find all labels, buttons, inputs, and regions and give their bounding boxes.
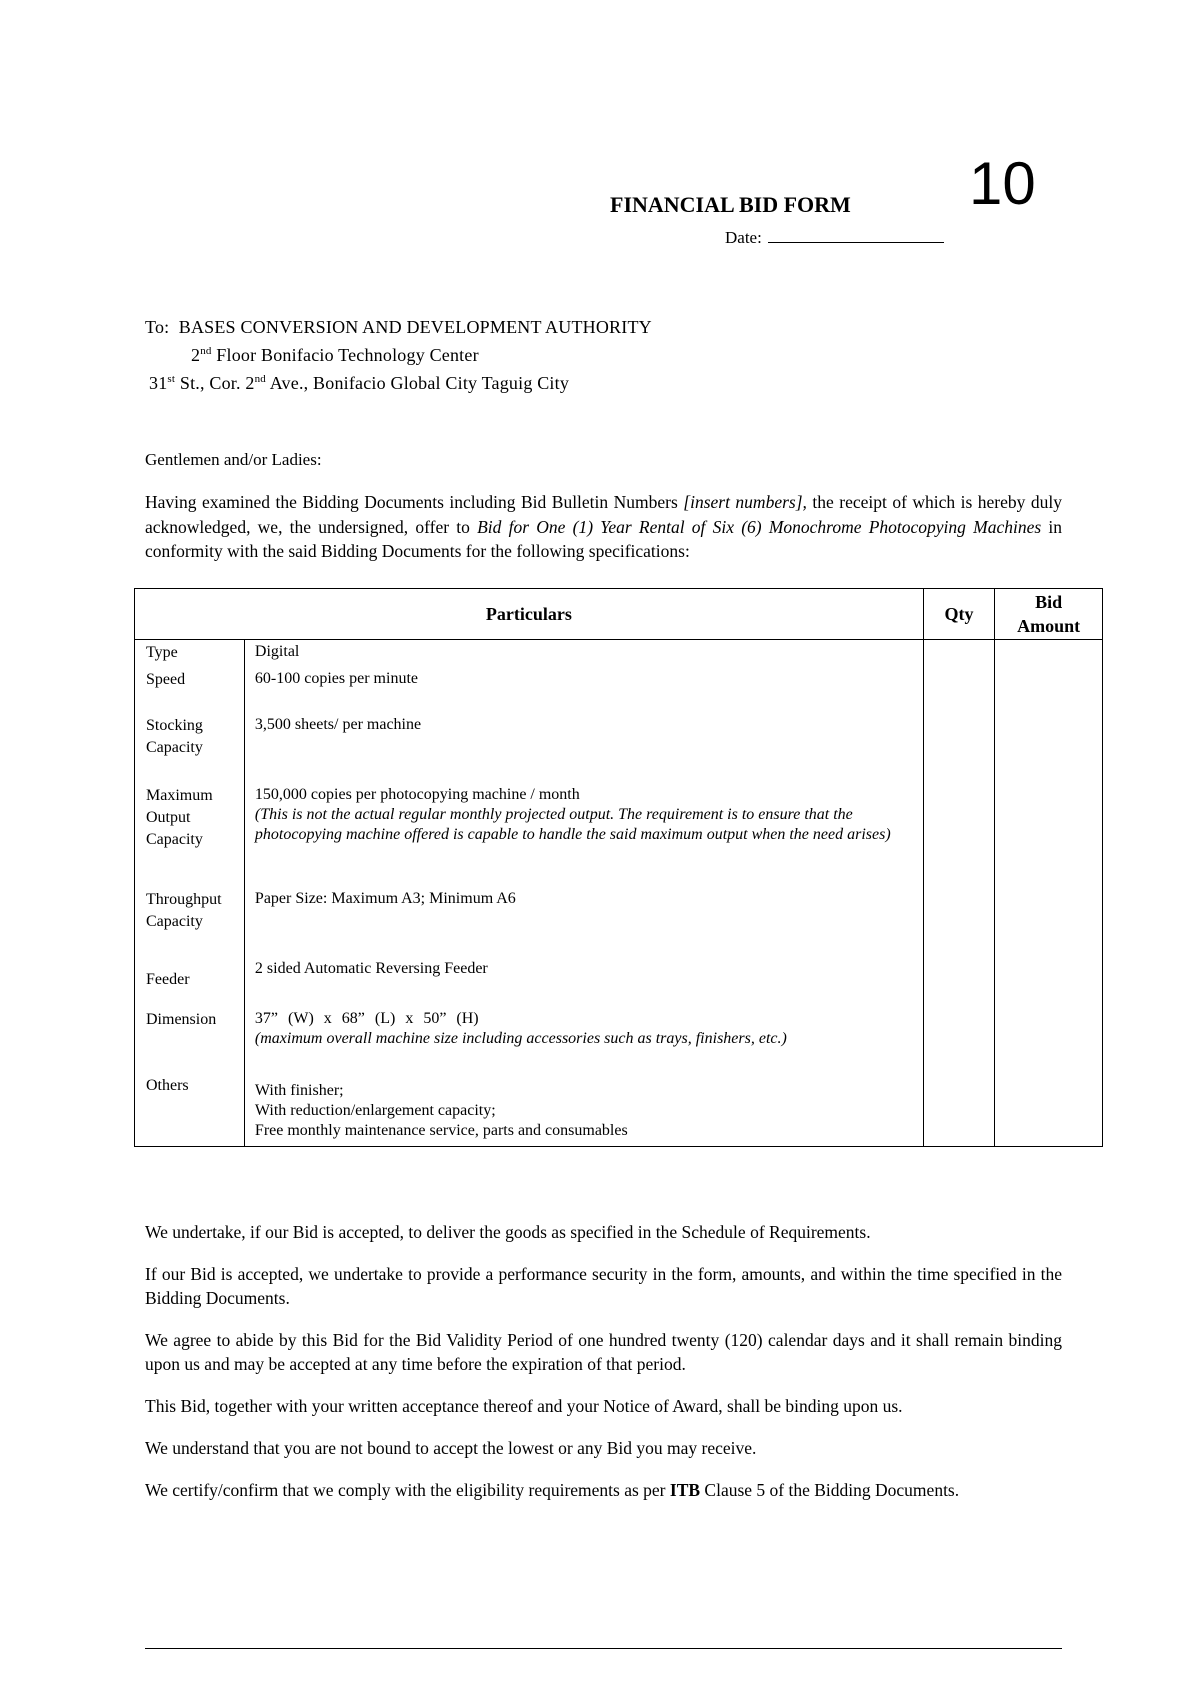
row-label-text: Maximum Output Capacity xyxy=(146,786,213,848)
row-value: 2 sided Automatic Reversing Feeder xyxy=(244,959,923,1009)
intro-text-3: in conformity with the said Bidding Documents for the following specifications: xyxy=(145,516,1062,561)
header-qty: Qty xyxy=(923,589,995,640)
row-value xyxy=(244,785,923,889)
avenue-suffix: nd xyxy=(254,373,266,385)
bid-amount-cell xyxy=(995,1075,1103,1147)
header-bid-line1: Bid xyxy=(1035,592,1063,612)
qty-cell xyxy=(923,959,995,1009)
row-value: 60-100 copies per minute xyxy=(244,669,923,715)
row-label-text: Throughput Capacity xyxy=(146,890,222,930)
street-text: St., Cor. 2 xyxy=(175,373,255,393)
eligibility-paragraph xyxy=(145,1478,1062,1502)
table-row xyxy=(135,1009,1103,1075)
city-text: Ave., Bonifacio Global City Taguig City xyxy=(265,373,570,393)
row-label: Speed xyxy=(135,669,245,715)
table-row xyxy=(135,669,1103,715)
qty-cell xyxy=(923,1009,995,1075)
floor-number: 2 xyxy=(191,345,201,365)
to-label: To: xyxy=(145,317,170,337)
intro-paragraph xyxy=(145,490,1062,564)
bid-validity-paragraph: We agree to abide by this Bid for the Bid Validity Period of one hundred twenty (120) calendar days and it shall remain binding upon us and may be accepted at any time before the expiration of that period. xyxy=(145,1330,1062,1374)
row-value-line: Free monthly maintenance service, parts and consumables xyxy=(254,1121,628,1139)
table-row xyxy=(135,1075,1103,1147)
eligibility-text-1: We certify/confirm that we comply with the eligibility requirements as per xyxy=(145,1480,670,1500)
row-value: Paper Size: Maximum A3; Minimum A6 xyxy=(244,889,923,959)
bid-amount-cell xyxy=(995,669,1103,715)
row-value-note: (maximum overall machine size including accessories such as trays, finishers, etc.) xyxy=(254,1029,787,1047)
header-bid-line2: Amount xyxy=(1017,616,1081,636)
row-label xyxy=(135,889,245,959)
row-label-text: Stocking Capacity xyxy=(146,716,203,756)
itb-reference: ITB xyxy=(669,1480,701,1500)
bid-amount-cell xyxy=(995,889,1103,959)
addressee-block xyxy=(145,313,652,397)
qty-cell xyxy=(923,640,995,669)
row-label xyxy=(135,715,245,785)
table-row xyxy=(135,889,1103,959)
intro-text-1: Having examined the Bidding Documents including Bid Bulletin Numbers xyxy=(145,492,684,512)
table-header-row xyxy=(135,589,1103,640)
street-suffix: st xyxy=(167,373,176,385)
qty-cell xyxy=(923,889,995,959)
header-particulars: Particulars xyxy=(135,589,924,640)
row-value-line: With reduction/enlargement capacity; xyxy=(254,1101,496,1119)
addressee-line-1 xyxy=(145,313,652,341)
row-value-text: 150,000 copies per photocopying machine / month xyxy=(254,785,580,803)
street-number: 31 xyxy=(149,373,168,393)
row-label xyxy=(135,959,245,1009)
table-row xyxy=(135,640,1103,669)
form-title: FINANCIAL BID FORM xyxy=(610,192,851,217)
header-bid-amount xyxy=(995,589,1103,640)
binding-paragraph: This Bid, together with your written acceptance thereof and your Notice of Award, shall be binding upon us. xyxy=(145,1396,903,1416)
addressee-line-2 xyxy=(145,341,652,369)
row-value: 3,500 sheets/ per machine xyxy=(244,715,923,785)
bid-amount-cell xyxy=(995,1009,1103,1075)
addressee-name: BASES CONVERSION AND DEVELOPMENT AUTHORITY xyxy=(178,317,652,337)
intro-insert-placeholder: [insert numbers], xyxy=(683,492,807,512)
row-value-note: (This is not the actual regular monthly projected output. The requirement is to ensure that the photocopying machine offered is capable to handle the said maximum output when the need arises) xyxy=(254,805,891,843)
bid-amount-cell xyxy=(995,640,1103,669)
row-label: Dimension xyxy=(135,1009,245,1075)
qty-cell xyxy=(923,1075,995,1147)
qty-cell xyxy=(923,715,995,785)
table-row xyxy=(135,959,1103,1009)
table-row xyxy=(135,715,1103,785)
not-bound-paragraph: We understand that you are not bound to accept the lowest or any Bid you may receive. xyxy=(145,1438,757,1458)
table-row xyxy=(135,785,1103,889)
qty-cell xyxy=(923,785,995,889)
date-field xyxy=(725,228,944,248)
row-label-text: Feeder xyxy=(146,970,190,988)
salutation: Gentlemen and/or Ladies: xyxy=(145,450,322,469)
row-value xyxy=(244,1075,923,1147)
eligibility-text-2: Clause 5 of the Bidding Documents. xyxy=(700,1480,960,1500)
footer-rule xyxy=(145,1648,1062,1649)
form-header xyxy=(0,148,1200,228)
bid-amount-cell xyxy=(995,715,1103,785)
form-number: 10 xyxy=(969,150,1036,217)
row-label: Others xyxy=(135,1075,245,1147)
addressee-line-3 xyxy=(145,369,652,397)
row-value: Digital xyxy=(244,640,923,669)
floor-suffix: nd xyxy=(200,345,212,357)
row-value-line: With finisher; xyxy=(254,1081,344,1099)
row-label: Type xyxy=(135,640,245,669)
bid-amount-cell xyxy=(995,785,1103,889)
qty-cell xyxy=(923,669,995,715)
bid-amount-cell xyxy=(995,959,1103,1009)
floor-text: Floor Bonifacio Technology Center xyxy=(211,345,479,365)
row-label xyxy=(135,785,245,889)
intro-offer-title: Bid for One (1) Year Rental of Six (6) Monochrome Photocopying Machines xyxy=(477,516,1042,537)
closing-statements xyxy=(145,1220,1062,1520)
row-value xyxy=(244,1009,923,1075)
date-label: Date: xyxy=(725,228,762,247)
specifications-table xyxy=(134,588,1103,1147)
intro-text-2: the receipt of which is hereby duly acknowledged, we, the undersigned, offer to xyxy=(145,492,1062,537)
performance-security-paragraph: If our Bid is accepted, we undertake to provide a performance security in the form, amounts, and within the time specified in the Bidding Documents. xyxy=(145,1264,1062,1308)
undertaking-paragraph: We undertake, if our Bid is accepted, to deliver the goods as specified in the Schedule of Requirements. xyxy=(145,1222,871,1242)
row-value-text: 37” (W) x 68” (L) x 50” (H) xyxy=(254,1009,479,1027)
date-blank-line xyxy=(768,228,944,243)
